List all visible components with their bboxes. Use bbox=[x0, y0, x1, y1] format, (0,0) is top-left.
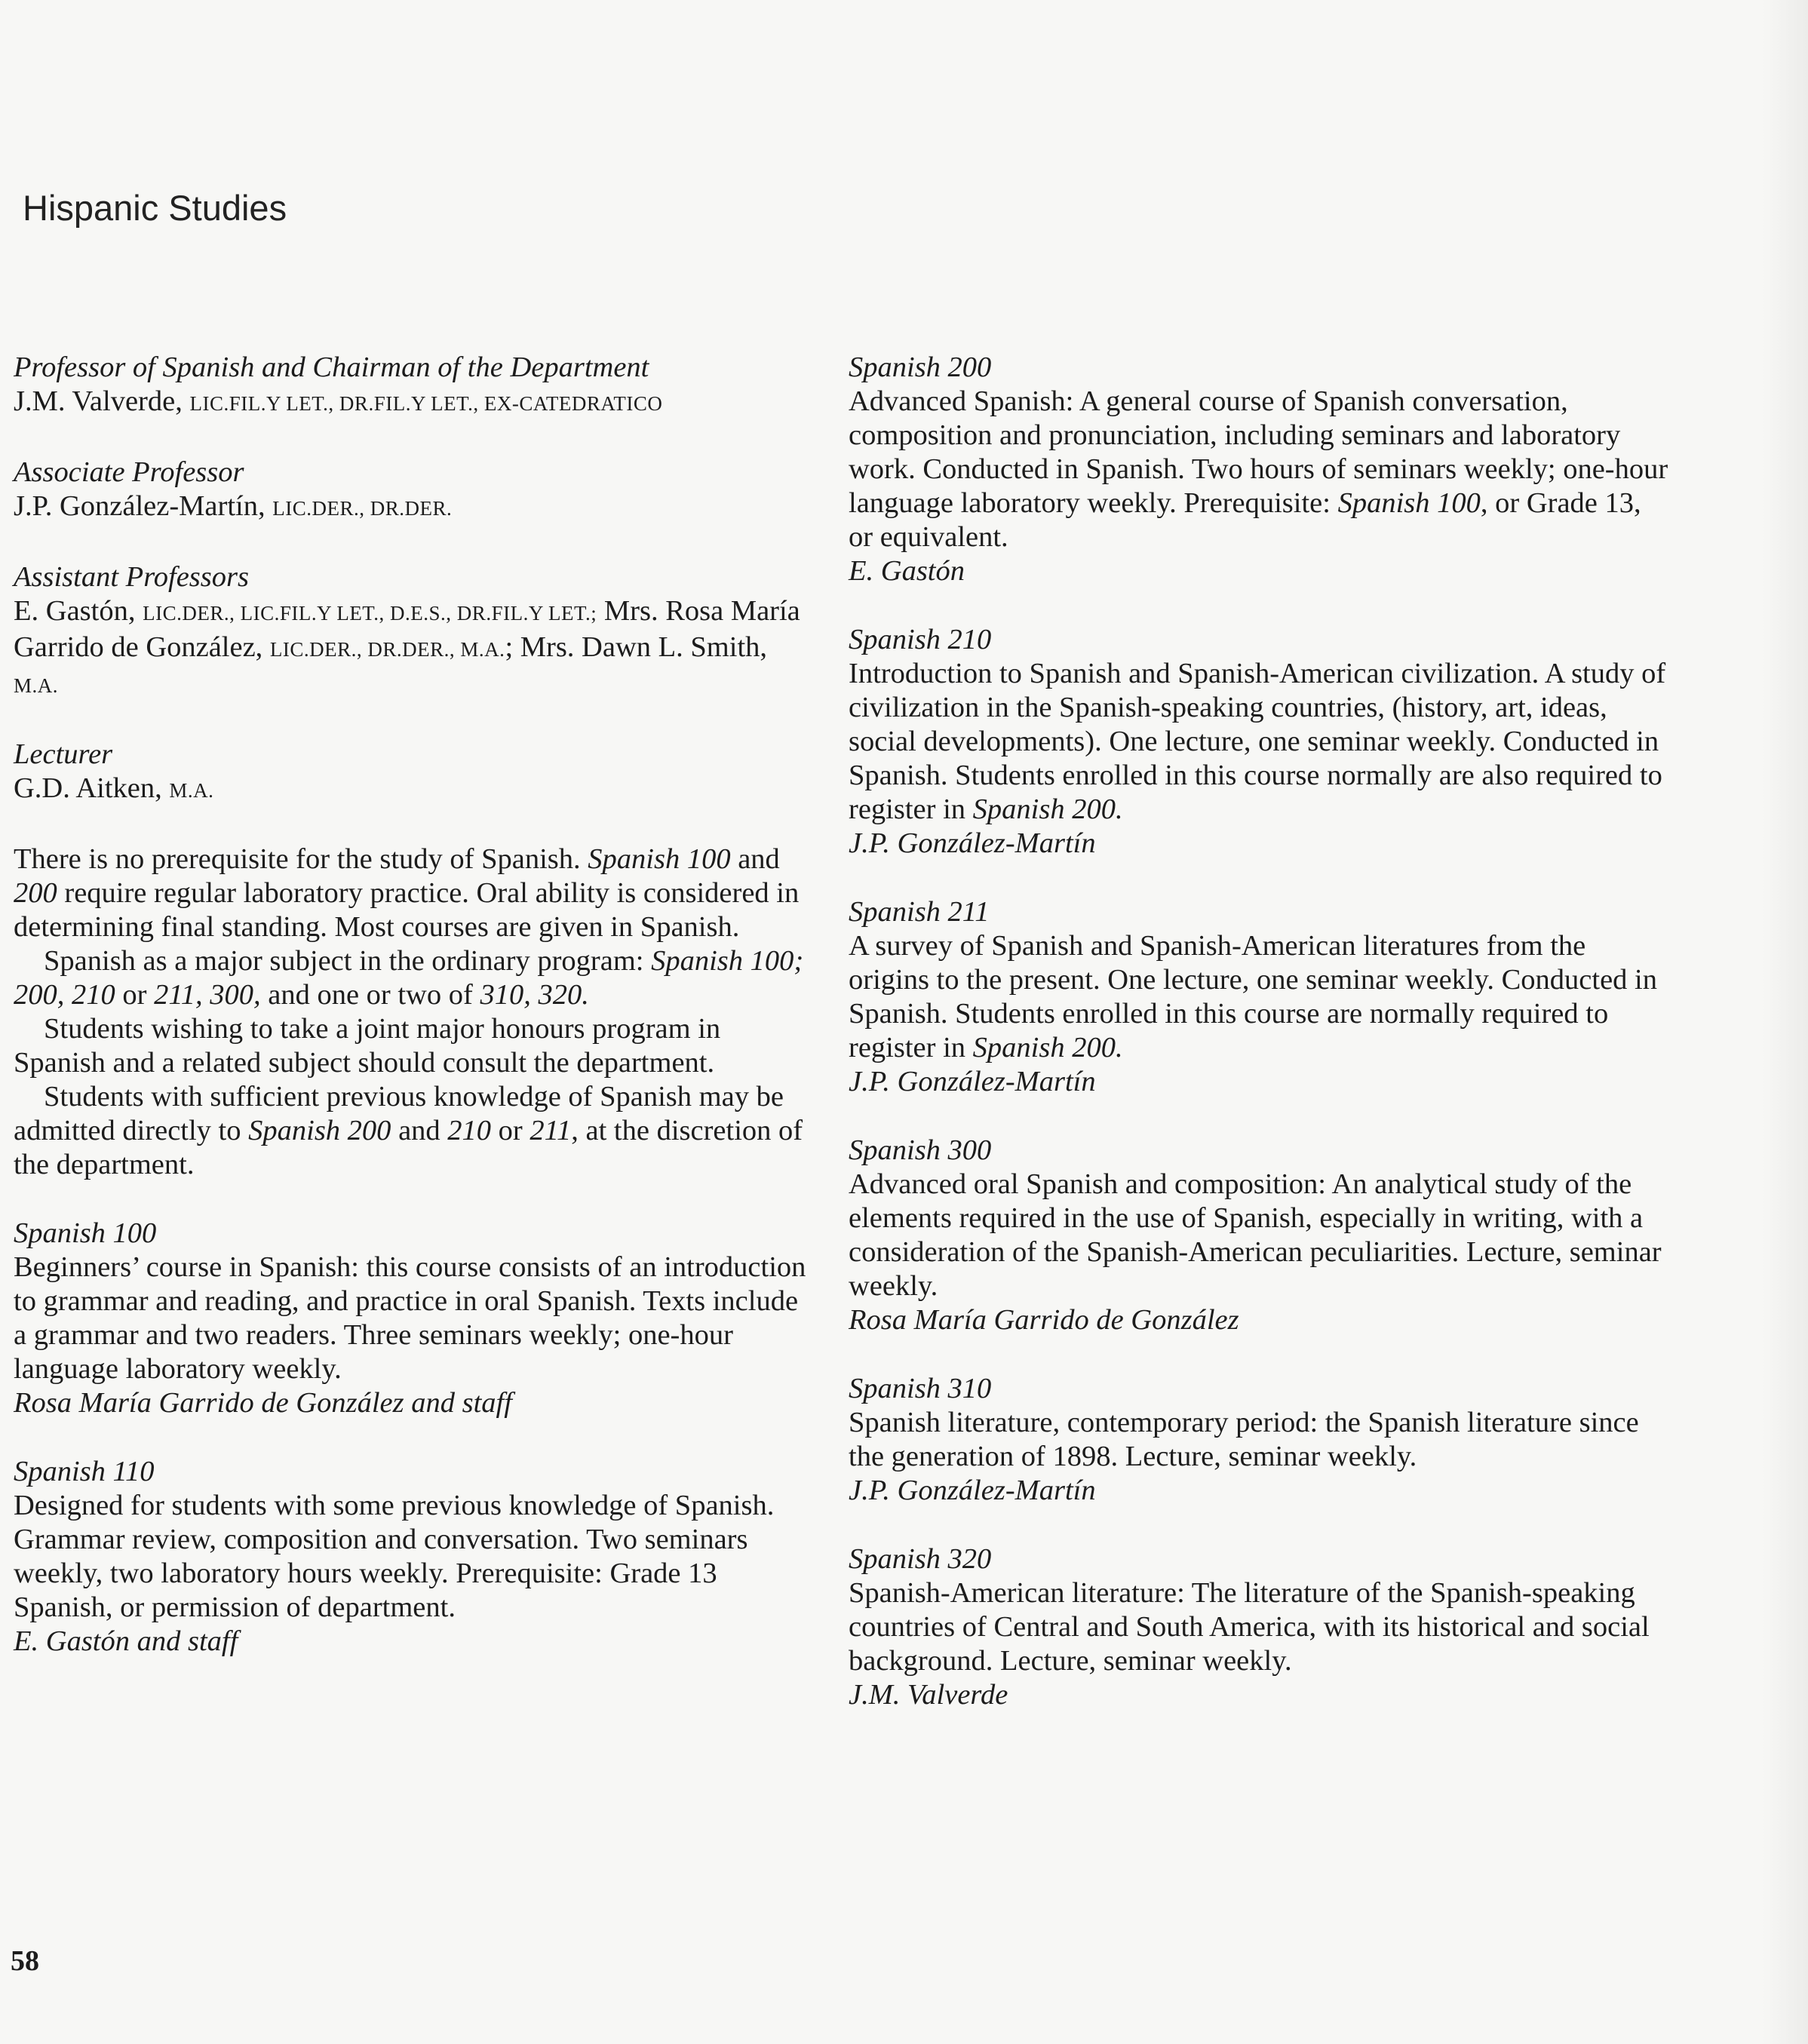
course-description bbox=[849, 385, 1671, 554]
page-number: 58 bbox=[11, 1945, 39, 1977]
intro-paragraph: Students wishing to take a joint major honours program in Spanish and a related subject should consult the department. bbox=[14, 1013, 721, 1079]
faculty-lecturer bbox=[14, 738, 813, 808]
page-title: Hispanic Studies bbox=[23, 188, 287, 228]
faculty-degrees: M.A. bbox=[14, 674, 59, 697]
text-run: or bbox=[491, 1115, 530, 1146]
faculty-degrees: M.A. bbox=[169, 779, 214, 802]
intro-paragraph bbox=[14, 842, 813, 944]
course-spanish-200 bbox=[849, 351, 1671, 588]
faculty-name: G.D. Aitken, bbox=[14, 772, 170, 804]
course-description bbox=[849, 657, 1671, 827]
course-ref: 211, 300, bbox=[154, 979, 261, 1011]
course-code: Spanish 110 bbox=[14, 1456, 155, 1487]
course-code: Spanish 210 bbox=[849, 624, 992, 655]
course-spanish-211 bbox=[849, 895, 1671, 1099]
faculty-degrees: LIC.DER., LIC.FIL.Y LET., D.E.S., DR.FIL.Y LET.; bbox=[143, 602, 597, 625]
faculty-name: E. Gastón, bbox=[14, 595, 143, 627]
course-instructor: E. Gastón bbox=[849, 555, 965, 587]
text-run: A survey of Spanish and Spanish-American literatures from the origins to the present. One lecture, one seminar weekly. Conducted in Spanish. Students enrolled in this course are normally required to register in bbox=[849, 930, 1657, 1063]
course-spanish-110 bbox=[14, 1455, 813, 1659]
text-run: Students with sufficient previous knowledge of Spanish may be admitted directly to bbox=[14, 1081, 784, 1146]
course-instructor: Rosa María Garrido de González bbox=[849, 1304, 1239, 1336]
course-code: Spanish 200 bbox=[849, 351, 992, 383]
faculty-name: Mrs. Rosa María Garrido de González, bbox=[14, 595, 800, 663]
course-instructor: J.P. González-Martín bbox=[849, 1066, 1096, 1097]
course-ref: 310, 320. bbox=[480, 979, 589, 1011]
course-code: Spanish 211 bbox=[849, 896, 990, 928]
course-ref: Spanish 100 bbox=[1337, 487, 1481, 519]
course-description: Advanced oral Spanish and composition: An analytical study of the elements required in the use of Spanish, especially in writing, with a consideration of the Spanish-American peculiarities. Lecture, seminar weekly. bbox=[849, 1168, 1662, 1302]
course-description: Designed for students with some previous knowledge of Spanish. Grammar review, composition and conversation. Two seminars weekly, two laboratory hours weekly. Prerequisite: Grade 13 Spanish, or permission of department. bbox=[14, 1490, 775, 1623]
text-run: require regular laboratory practice. Oral ability is considered in determining final standing. Most courses are given in Spanish. bbox=[14, 877, 800, 943]
faculty-name: J.P. González-Martín, bbox=[14, 490, 273, 522]
page-edge-shadow bbox=[1763, 0, 1808, 2044]
faculty-title: Lecturer bbox=[14, 738, 113, 770]
faculty-title: Professor of Spanish and Chairman of the Department bbox=[14, 351, 649, 383]
faculty-assistant bbox=[14, 560, 813, 703]
faculty-degrees: LIC.FIL.Y LET., DR.FIL.Y LET., EX-CATEDRATICO bbox=[189, 392, 663, 415]
course-spanish-100 bbox=[14, 1217, 813, 1420]
text-run: Advanced Spanish: A general course of Spanish conversation, composition and pronunciation, including seminars and laboratory work. Conducted in Spanish. Two hours of seminars weekly; one-hour language laboratory weekly. Prerequisite: bbox=[849, 385, 1668, 519]
course-code: Spanish 310 bbox=[849, 1373, 992, 1404]
faculty-degrees: LIC.DER., DR.DER. bbox=[272, 497, 453, 520]
faculty-associate bbox=[14, 456, 813, 526]
course-instructor: Rosa María Garrido de González and staff bbox=[14, 1387, 512, 1419]
course-ref: 200 bbox=[14, 877, 57, 909]
course-ref: Spanish 200 bbox=[248, 1115, 391, 1146]
text-run: or bbox=[115, 979, 155, 1011]
course-code: Spanish 100 bbox=[14, 1217, 157, 1249]
intro-paragraph bbox=[14, 1080, 813, 1182]
text-run: There is no prerequisite for the study of Spanish. bbox=[14, 843, 588, 875]
course-code: Spanish 320 bbox=[849, 1543, 992, 1575]
faculty-separator: ; bbox=[505, 631, 520, 663]
left-column bbox=[14, 351, 813, 1693]
course-ref: Spanish 200. bbox=[972, 793, 1123, 825]
text-run: and bbox=[391, 1115, 448, 1146]
course-ref: Spanish 200. bbox=[972, 1032, 1123, 1063]
course-ref: Spanish 100; 200, 210 bbox=[14, 945, 804, 1011]
course-spanish-310 bbox=[849, 1372, 1671, 1508]
faculty-name: Mrs. Dawn L. Smith, bbox=[520, 631, 768, 663]
course-instructor: J.M. Valverde bbox=[849, 1679, 1008, 1711]
course-ref: 211 bbox=[530, 1115, 572, 1146]
course-instructor: E. Gastón and staff bbox=[14, 1625, 238, 1657]
course-description: Spanish-American literature: The literature of the Spanish-speaking countries of Central and South America, with its historical and social background. Lecture, seminar weekly. bbox=[849, 1577, 1650, 1677]
text-run: and one or two of bbox=[260, 979, 480, 1011]
right-column bbox=[849, 351, 1671, 1747]
course-description: Spanish literature, contemporary period: the Spanish literature since the generation of 1898. Lecture, seminar weekly. bbox=[849, 1407, 1639, 1472]
text-run: , or Grade 13, or equivalent. bbox=[849, 487, 1641, 553]
course-instructor: J.P. González-Martín bbox=[849, 1475, 1096, 1506]
faculty-title: Associate Professor bbox=[14, 456, 244, 488]
text-run: , at the discretion of the department. bbox=[14, 1115, 803, 1180]
course-instructor: J.P. González-Martín bbox=[849, 827, 1096, 859]
faculty-name: J.M. Valverde, bbox=[14, 385, 190, 417]
course-description: Beginners’ course in Spanish: this course consists of an introduction to grammar and reading, and practice in oral Spanish. Texts include a grammar and two readers. Three seminars weekly; one-hour language laboratory weekly. bbox=[14, 1251, 806, 1385]
course-spanish-300 bbox=[849, 1134, 1671, 1337]
course-ref: 210 bbox=[447, 1115, 492, 1146]
text-run: Spanish as a major subject in the ordinary program: bbox=[44, 945, 652, 977]
intro-text bbox=[14, 842, 813, 1182]
course-ref: Spanish 100 bbox=[588, 843, 731, 875]
text-run: Introduction to Spanish and Spanish-American civilization. A study of civilization in the Spanish-speaking countries, (history, art, ideas, social developments). One lecture, one seminar weekly. Conducted in Spanish. Students enrolled in this course normally are also required to register in bbox=[849, 658, 1666, 825]
course-code: Spanish 300 bbox=[849, 1134, 992, 1166]
course-description bbox=[849, 929, 1671, 1065]
faculty-title: Assistant Professors bbox=[14, 561, 249, 593]
text-run: and bbox=[730, 843, 780, 875]
course-spanish-320 bbox=[849, 1542, 1671, 1712]
faculty-professor bbox=[14, 351, 813, 421]
intro-paragraph bbox=[14, 944, 813, 1012]
course-spanish-210 bbox=[849, 623, 1671, 861]
faculty-degrees: LIC.DER., DR.DER., M.A. bbox=[269, 638, 505, 661]
